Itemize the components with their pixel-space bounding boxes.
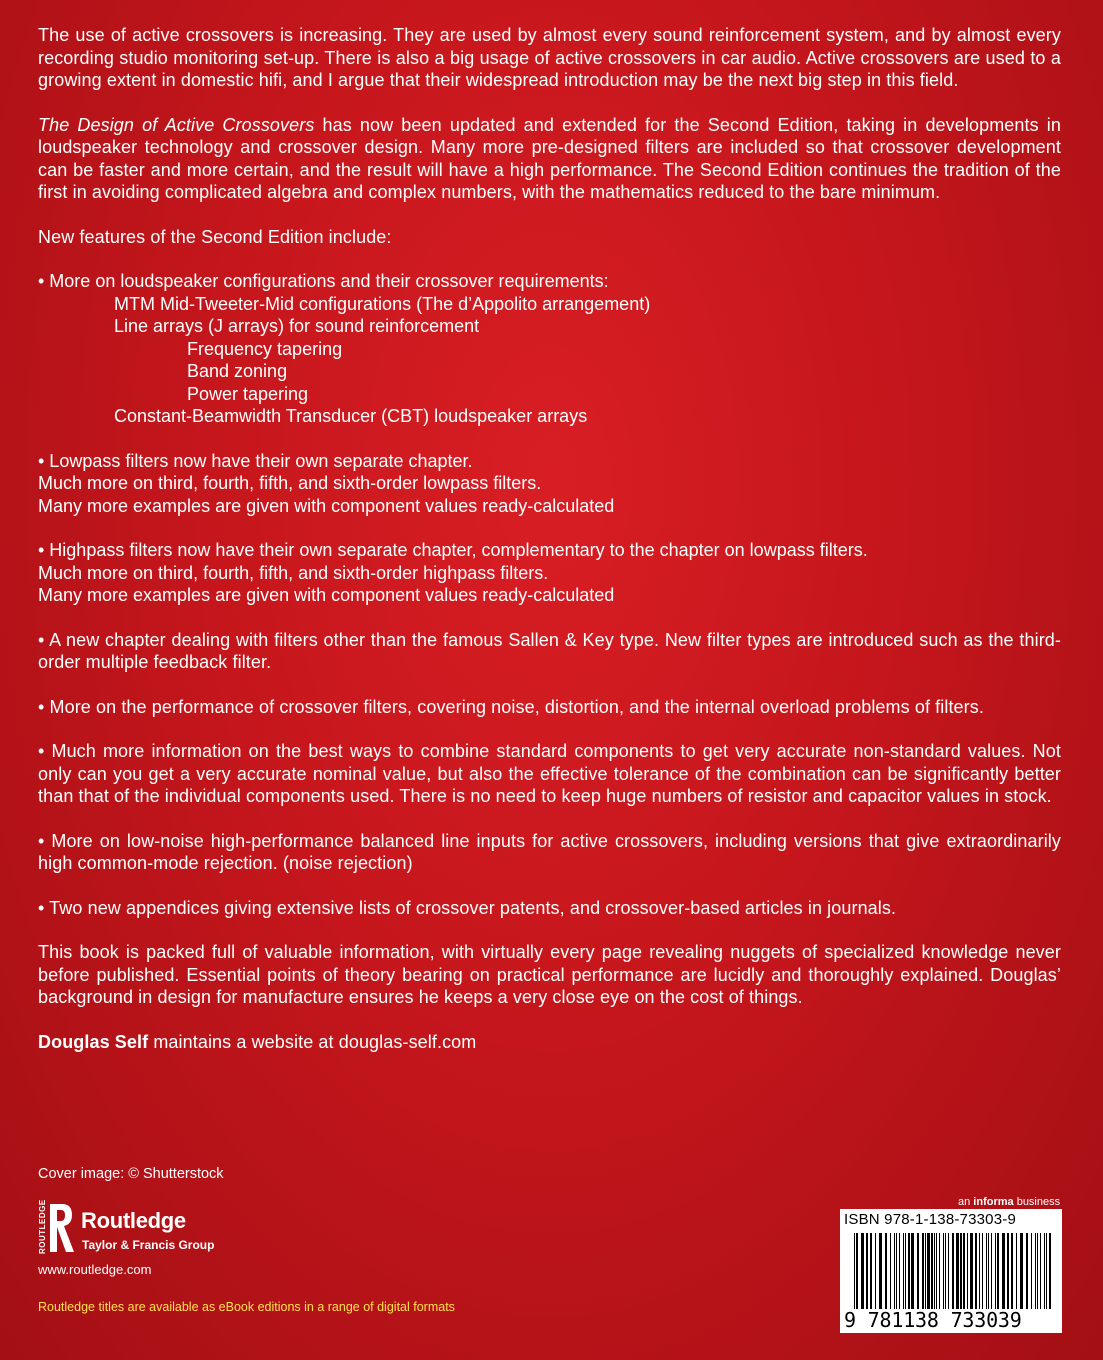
feature-lowpass-line-1: • Lowpass filters now have their own separate chapter.	[38, 450, 473, 471]
feature-lowpass-line-2: Much more on third, fourth, fifth, and sixth-order lowpass filters.	[38, 473, 542, 493]
feature-appendices: • Two new appendices giving extensive lists of crossover patents, and crossover-based articles in journals.	[38, 897, 897, 918]
author-website-text: maintains a website at douglas-self.com	[148, 1031, 477, 1052]
barcode-bar	[997, 1233, 999, 1309]
feature-highpass	[38, 539, 1061, 607]
feature-loudspeaker	[38, 270, 1061, 428]
barcode-bar	[922, 1233, 924, 1309]
feature-components: • Much more information on the best ways to combine standard components to get very accurate non-standard values. Not only can you get a very accurate nominal value, but also the effective tolerance of the combination can be significantly better than that of the individual components used. There is no need to keep huge numbers of resistor and capacitor values in stock.	[38, 741, 1061, 806]
barcode-bar	[861, 1233, 864, 1309]
barcode-bar	[866, 1233, 868, 1309]
barcode-bar	[1007, 1233, 1009, 1309]
intro-paragraph-2-body: has now been updated and extended for the Second Edition, taking in developments in loudspeaker technology and crossover design. Many more pre-designed filters are included so that crossover development can be faster and more certain, and the result will have a high performance. The Second Edition continues the tradition of the first in avoiding complicated algebra and complex numbers, with the mathematics reduced to the bare minimum.	[38, 114, 1061, 202]
feature-highpass-line-2: Much more on third, fourth, fifth, and sixth-order highpass filters.	[38, 562, 549, 583]
isbn-barcode	[840, 1209, 1062, 1333]
barcode-bar	[1040, 1233, 1041, 1309]
author-line	[38, 1031, 1061, 1054]
publisher-name: Routledge	[81, 1208, 186, 1233]
barcode-bar	[856, 1233, 858, 1309]
book-title: The Design of Active Crossovers	[38, 114, 315, 135]
barcode-bar	[988, 1233, 989, 1309]
barcode-bar	[963, 1233, 965, 1309]
back-cover-text	[38, 24, 1061, 1075]
barcode-bar	[1016, 1233, 1017, 1309]
barcode-bar	[854, 1233, 855, 1309]
barcode-bar	[917, 1233, 919, 1309]
barcode-bar	[911, 1233, 914, 1309]
barcode-bar	[1044, 1233, 1045, 1309]
barcode-bar	[975, 1233, 977, 1309]
barcode-bar	[967, 1233, 968, 1309]
barcode-bar	[1002, 1233, 1005, 1309]
barcode-bar	[936, 1233, 937, 1309]
barcode-bar	[948, 1233, 949, 1309]
barcode-bar	[925, 1233, 926, 1309]
cover-image-credit: Cover image: © Shutterstock	[38, 1166, 224, 1182]
routledge-vertical-text: ROUTLEDGE	[38, 1199, 47, 1254]
barcode-bar	[1026, 1233, 1028, 1309]
barcode-bar	[890, 1233, 891, 1309]
barcode-bar	[1035, 1233, 1036, 1309]
barcode-bar	[885, 1233, 887, 1309]
feature-lowpass	[38, 450, 1061, 518]
barcode-bar	[894, 1233, 895, 1309]
barcode-bar	[875, 1233, 876, 1309]
barcode-bar	[956, 1233, 959, 1309]
informa-brand: informa	[973, 1196, 1014, 1208]
barcode-bar	[1020, 1233, 1023, 1309]
publisher-website: www.routledge.com	[38, 1262, 152, 1277]
publisher-group: Taylor & Francis Group	[82, 1238, 215, 1252]
isbn-text: ISBN 978-1-138-73303-9	[844, 1211, 1017, 1228]
intro-paragraph-2	[38, 114, 1061, 204]
feature-line-arrays: Line arrays (J arrays) for sound reinforcement	[114, 316, 480, 336]
barcode-bar	[931, 1233, 933, 1309]
barcode-bar	[943, 1233, 944, 1309]
barcode-bar	[991, 1233, 992, 1309]
feature-cbt: Constant-Beamwidth Transducer (CBT) loudspeaker arrays	[114, 406, 588, 426]
feature-balanced-inputs: • More on low-noise high-performance balanced line inputs for active crossovers, including versions that give extraordinarily high common-mode rejection. (noise rejection)	[38, 830, 1061, 873]
barcode-bar	[903, 1233, 904, 1309]
barcode-bar	[905, 1233, 906, 1309]
barcode-bar	[970, 1233, 973, 1309]
routledge-mark-icon	[38, 1200, 72, 1258]
barcode-bar	[879, 1233, 882, 1309]
barcode-bar	[986, 1233, 987, 1309]
features-heading: New features of the Second Edition include:	[38, 226, 392, 247]
feature-highpass-line-3: Many more examples are given with component values ready-calculated	[38, 585, 615, 605]
routledge-logo	[38, 1200, 238, 1260]
barcode-bar	[870, 1233, 872, 1309]
barcode-bar	[1031, 1233, 1032, 1309]
barcode-bar	[960, 1233, 962, 1309]
informa-business: an informa business	[958, 1196, 1061, 1208]
barcode-bar	[1049, 1233, 1051, 1309]
barcode-bar	[934, 1233, 935, 1309]
feature-performance: • More on the performance of crossover filters, covering noise, distortion, and the internal overload problems of filters.	[38, 696, 984, 717]
barcode-bar	[945, 1233, 946, 1309]
ebook-note: Routledge titles are available as eBook editions in a range of digital formats	[38, 1300, 455, 1314]
feature-mtm: MTM Mid-Tweeter-Mid configurations (The d’Appolito arrangement)	[114, 293, 651, 314]
barcode-bar	[982, 1233, 983, 1309]
barcode-digits: 9 781138 733039	[844, 1308, 1022, 1332]
feature-highpass-line-1: • Highpass filters now have their own separate chapter, complementary to the chapter on lowpass filters.	[38, 540, 868, 560]
barcode-bars	[844, 1233, 1058, 1309]
barcode-bar	[979, 1233, 980, 1309]
barcode-bar	[1046, 1233, 1047, 1309]
barcode-bar	[952, 1233, 954, 1309]
barcode-bar	[899, 1233, 900, 1309]
barcode-bar	[939, 1233, 940, 1309]
barcode-bar	[927, 1233, 930, 1309]
barcode-bar	[995, 1233, 996, 1309]
barcode-bar	[896, 1233, 897, 1309]
feature-other-filters: • A new chapter dealing with filters other than the famous Sallen & Key type. New filter types are introduced such as the third-order multiple feedback filter.	[38, 629, 1061, 672]
feature-frequency-tapering: Frequency tapering	[187, 338, 343, 359]
feature-loudspeaker-head: • More on loudspeaker configurations and their crossover requirements:	[38, 271, 609, 291]
intro-paragraph-1: The use of active crossovers is increasing. They are used by almost every sound reinforcement system, and by almost every recording studio monitoring set-up. There is also a big usage of active crossovers in car audio. Active crossovers are used to a growing extent in domestic hifi, and I argue that their widespread introduction may be the next big step in this field.	[38, 25, 1061, 90]
barcode-bar	[1037, 1233, 1038, 1309]
closing-paragraph: This book is packed full of valuable information, with virtually every page revealing nuggets of specialized knowledge never before published. Essential points of theory bearing on practical performance are lucidly and thoroughly explained. Douglas’ background in design for manufacture ensures he keeps a very close eye on the cost of things.	[38, 942, 1061, 1007]
barcode-bar	[1011, 1233, 1013, 1309]
feature-power-tapering: Power tapering	[187, 383, 309, 404]
barcode-bar	[908, 1233, 910, 1309]
author-name: Douglas Self	[38, 1031, 149, 1052]
feature-band-zoning: Band zoning	[187, 361, 288, 381]
feature-lowpass-line-3: Many more examples are given with component values ready-calculated	[38, 495, 615, 516]
